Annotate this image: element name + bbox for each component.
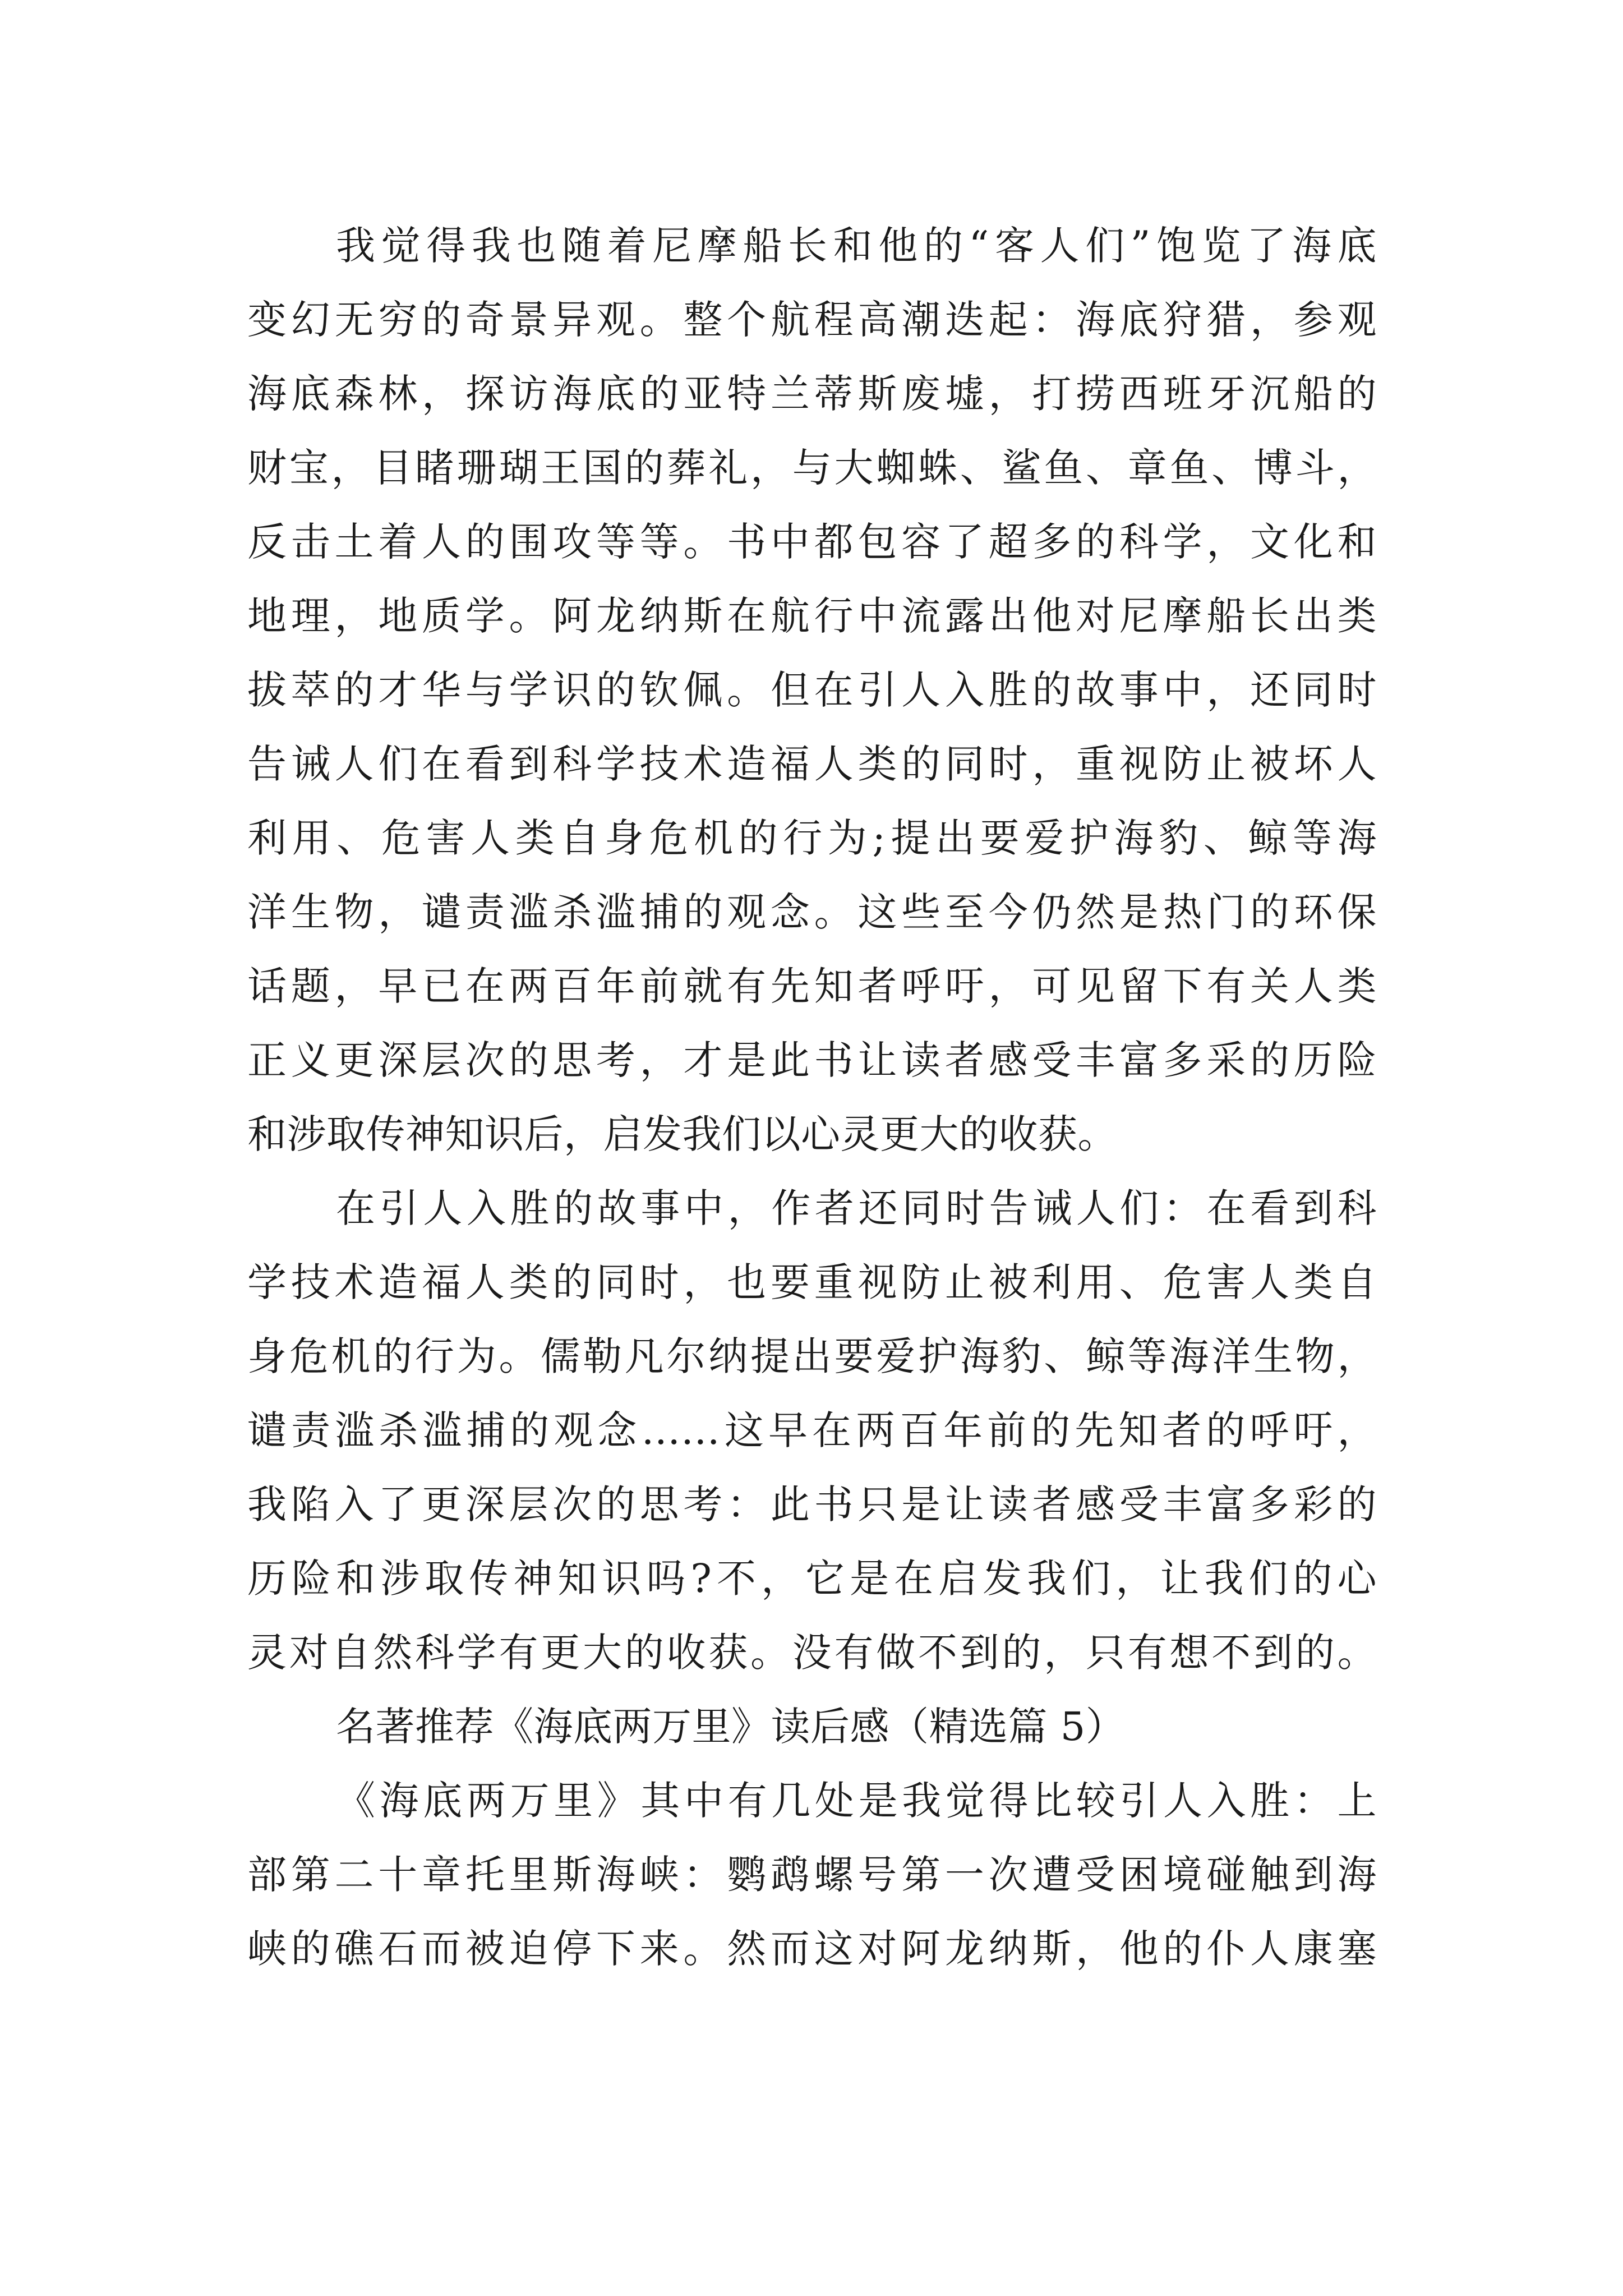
text-line: 身危机的行为。儒勒凡尔纳提出要爱护海豹、鲸等海洋生物， bbox=[247, 1333, 1377, 1379]
text-line: 谴责滥杀滥捕的观念……这早在两百年前的先知者的呼吁， bbox=[247, 1407, 1377, 1453]
text-line: 拔萃的才华与学识的钦佩。但在引人入胜的故事中，还同时 bbox=[247, 667, 1377, 713]
text-line: 利用、危害人类自身危机的行为;提出要爱护海豹、鲸等海 bbox=[247, 815, 1377, 861]
text-line: 在引人入胜的故事中，作者还同时告诫人们：在看到科 bbox=[336, 1185, 1377, 1231]
text-line: 我陷入了更深层次的思考：此书只是让读者感受丰富多彩的 bbox=[247, 1481, 1377, 1527]
text-line: 海底森林，探访海底的亚特兰蒂斯废墟，打捞西班牙沉船的 bbox=[247, 371, 1377, 417]
text-line: 正义更深层次的思考，才是此书让读者感受丰富多采的历险 bbox=[247, 1037, 1377, 1083]
text-line: 告诫人们在看到科学技术造福人类的同时，重视防止被坏人 bbox=[247, 741, 1377, 787]
text-line: 学技术造福人类的同时，也要重视防止被利用、危害人类自 bbox=[247, 1259, 1377, 1305]
text-line: 部第二十章托里斯海峡：鹦鹉螺号第一次遭受困境碰触到海 bbox=[247, 1852, 1377, 1898]
text-line: 峡的礁石而被迫停下来。然而这对阿龙纳斯，他的仆人康塞 bbox=[247, 1926, 1377, 1972]
text-line: 名著推荐《海底两万里》读后感（精选篇 5） bbox=[336, 1704, 1126, 1750]
text-line: 《海底两万里》其中有几处是我觉得比较引人入胜：上 bbox=[336, 1778, 1377, 1824]
text-line: 历险和涉取传神知识吗?不，它是在启发我们，让我们的心 bbox=[247, 1556, 1377, 1602]
text-line: 洋生物，谴责滥杀滥捕的观念。这些至今仍然是热门的环保 bbox=[247, 889, 1377, 935]
text-line: 话题，早已在两百年前就有先知者呼吁，可见留下有关人类 bbox=[247, 963, 1377, 1009]
text-line: 我觉得我也随着尼摩船长和他的“客人们”饱览了海底 bbox=[336, 223, 1377, 269]
text-line: 反击土着人的围攻等等。书中都包容了超多的科学，文化和 bbox=[247, 519, 1377, 565]
text-line: 地理，地质学。阿龙纳斯在航行中流露出他对尼摩船长出类 bbox=[247, 593, 1377, 639]
text-line: 灵对自然科学有更大的收获。没有做不到的，只有想不到的。 bbox=[247, 1630, 1377, 1676]
text-line: 财宝，目睹珊瑚王国的葬礼，与大蜘蛛、鲨鱼、章鱼、博斗， bbox=[247, 445, 1377, 491]
text-line: 和涉取传神知识后，启发我们以心灵更大的收获。 bbox=[247, 1111, 1117, 1157]
text-line: 变幻无穷的奇景异观。整个航程高潮迭起：海底狩猎，参观 bbox=[247, 297, 1377, 343]
body-text bbox=[247, 209, 1377, 1986]
